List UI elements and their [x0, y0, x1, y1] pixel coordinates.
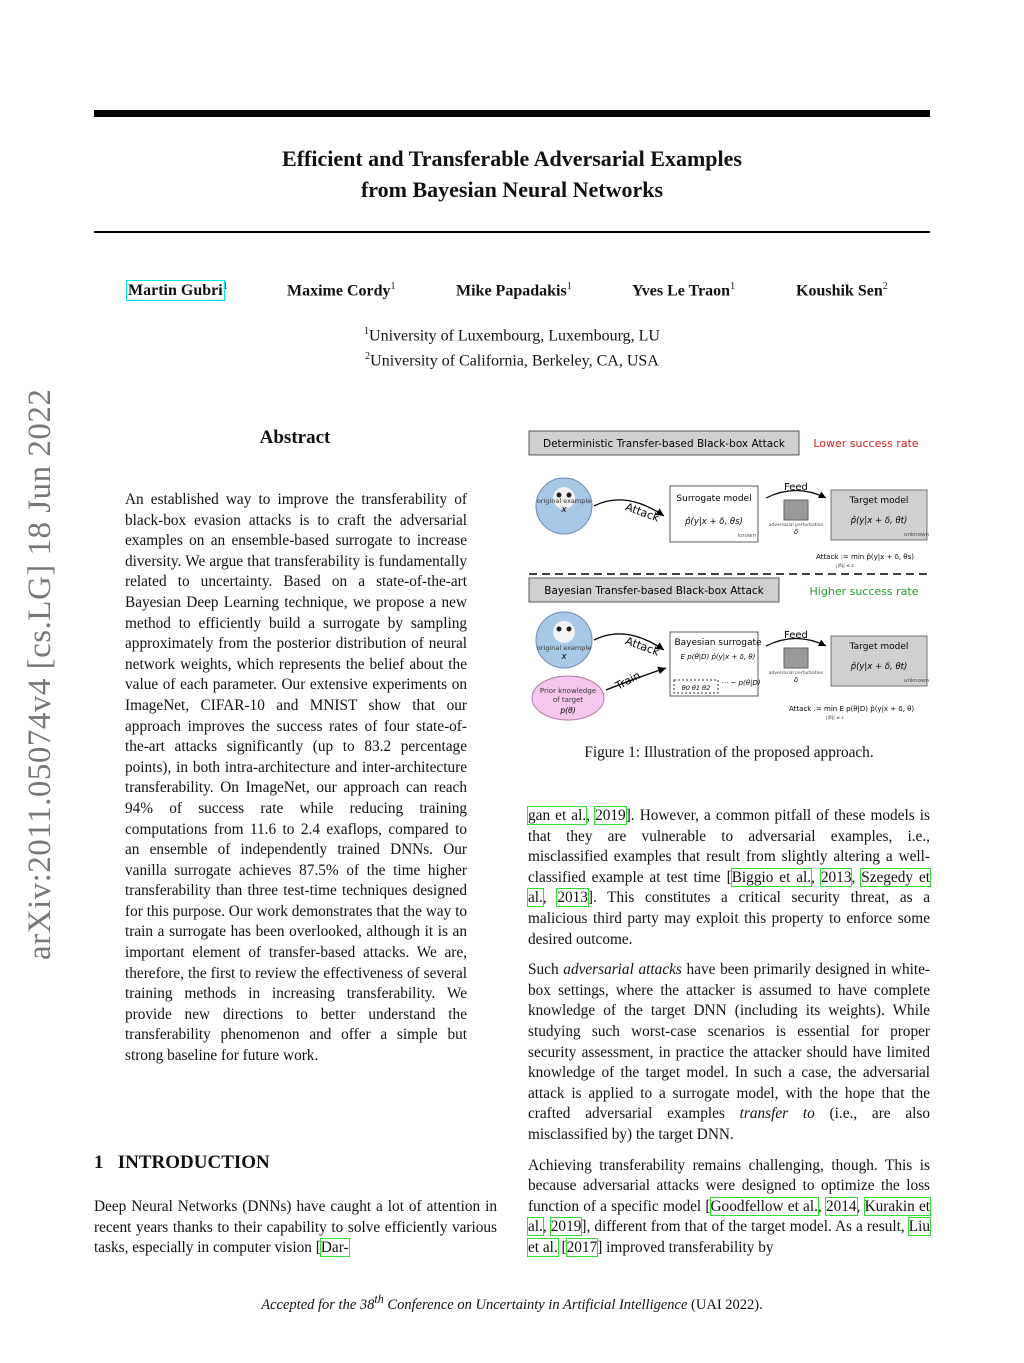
bayes-formula: E p(θ|D) p̂(y|x + δ, θ) — [680, 653, 756, 661]
x-label-bottom: x — [561, 652, 567, 662]
abstract-heading: Abstract — [259, 427, 331, 448]
title-line-2: from Bayesian Neural Networks — [360, 177, 664, 202]
section-heading-introduction: 1 INTRODUCTION — [94, 1152, 270, 1173]
figure-caption: Figure 1: Illustration of the proposed approach. — [584, 744, 874, 761]
text-span: , — [542, 1218, 551, 1236]
footer-post: Conference on Uncertainty in Artificial Intelligence — [383, 1296, 688, 1313]
perturbation-image-top — [784, 500, 808, 520]
text-span: (i.e., are also misclassified by) the target DNN. — [528, 1105, 930, 1143]
citation-link[interactable]: Goodfellow et al. — [710, 1197, 818, 1215]
author-3-aff: 1 — [566, 281, 572, 292]
x-label-top: x — [561, 505, 567, 515]
surrogate-formula: p̂(y|x + δ, θs) — [685, 517, 743, 527]
author-2-aff: 1 — [390, 281, 396, 292]
attack-label-bottom: Attack — [623, 634, 662, 659]
citation-link[interactable]: Biggio et al. — [731, 868, 812, 886]
citation-link[interactable]: Kurakin et al. — [528, 1197, 930, 1236]
text-span: , — [817, 1197, 826, 1215]
citation-link[interactable]: Liu et al. — [528, 1218, 931, 1256]
top-label: Deterministic Transfer-based Black-box Attack — [543, 438, 785, 450]
text-span: have been primarily designed in white-box settings, where the attacker is assumed to have complete knowledge of the target DNN (including its weights). While studying such worst-case scenarios is essential for proper security assessment, in practice the attacker should have limited knowledge of the target model. In such a case, the adversarial attack is applied to a surrogate model, with the hope that the crafted adversarial examples — [528, 961, 931, 1123]
original-example-label-bottom: original example — [536, 644, 592, 652]
samples-label: θ0 θ1 θ2 — [681, 684, 711, 692]
citation-link[interactable]: Szegedy et al. — [528, 868, 930, 907]
paper-title — [94, 143, 930, 205]
delta-label-bottom: δ — [793, 676, 799, 684]
target-formula-top: p̂(y|x + δ, θt) — [850, 516, 908, 526]
figure-1 — [526, 428, 934, 728]
lower-rate-label: Lower success rate — [813, 437, 919, 450]
original-example-label-top: original example — [536, 497, 592, 505]
top-rule — [94, 110, 930, 117]
citation-link[interactable]: 2017 — [566, 1238, 598, 1256]
right-column — [528, 806, 930, 1258]
author-3 — [456, 281, 572, 300]
author-1[interactable] — [128, 281, 228, 300]
text-span: ]. This constitutes a critical security threat, as a malicious third party may exploit this property to enforce some desired outcome. — [528, 889, 930, 948]
bayes-surrogate-label: Bayesian surrogate — [674, 638, 762, 648]
known-label: known — [738, 533, 757, 539]
author-5-name: Koushik Sen — [796, 282, 883, 300]
surrogate-model-label: Surrogate model — [676, 494, 752, 504]
feed-label-top: Feed — [784, 482, 808, 493]
author-2 — [287, 281, 396, 300]
attack-label-top: Attack — [623, 500, 662, 525]
prior-line1: Prior knowledge — [539, 687, 597, 695]
text-span: , — [856, 1197, 865, 1215]
text-span: ], different from that of the target model. As a result, — [581, 1218, 909, 1236]
author-1-aff: 1 — [222, 281, 228, 292]
citation-link[interactable]: 2019 — [595, 807, 626, 824]
affiliation-2-num: 2 — [365, 351, 371, 363]
prior-line2: of target — [552, 696, 584, 704]
affiliation-2-text: University of California, Berkeley, CA, USA — [370, 352, 659, 370]
arxiv-stamp: arXiv:2011.05074v4 [cs.LG] 18 Jun 2022 — [22, 388, 58, 960]
bottom-label: Bayesian Transfer-based Black-box Attack — [544, 585, 764, 597]
affiliation-1-num: 1 — [364, 326, 370, 337]
affiliations — [94, 321, 930, 372]
target-formula-bottom: p̂(y|x + δ, θt) — [850, 662, 908, 672]
author-5-aff: 2 — [882, 281, 888, 292]
target-model-label-top: Target model — [849, 496, 909, 506]
delta-label-top: δ — [793, 528, 799, 536]
right-paragraph-1 — [528, 806, 930, 950]
posterior-label: ··· ~ p(θ|D) — [721, 679, 761, 687]
unknown-label-top: unknown — [904, 532, 929, 538]
intro-text: Deep Neural Networks (DNNs) have caught a lot of attention in recent years thanks to their capability to solve efficiently various tasks, especially in computer vision [ — [94, 1198, 497, 1257]
text-span: , — [811, 868, 821, 886]
footer-note — [94, 1292, 930, 1314]
affiliation-2 — [94, 346, 930, 371]
affiliation-1-text: University of Luxembourg, Luxembourg, LU — [369, 327, 660, 345]
author-2-name: Maxime Cordy — [287, 282, 391, 300]
text-span: ]. However, a common pitfall of these models is that they are vulnerable to adversarial examples, i.e., misclassified examples that result from slightly altering a well-classified example at test time [ — [528, 807, 930, 886]
footer-tail: (UAI 2022). — [691, 1296, 763, 1313]
text-span: Such — [528, 961, 564, 979]
affiliation-1 — [94, 321, 930, 346]
higher-rate-label: Higher success rate — [809, 585, 919, 598]
target-model-label-bottom: Target model — [849, 642, 909, 652]
author-4-aff: 1 — [730, 281, 736, 292]
title-rule — [94, 231, 930, 233]
citation-link[interactable]: 2014 — [825, 1197, 857, 1215]
citation-link[interactable]: gan et al. — [528, 807, 587, 824]
text-span: Achieving transferability remains challenging, though. This is because adversarial attacks were designed to optimize the loss function of a specific model [ — [528, 1156, 930, 1215]
adv-pert-label-top: adversarial perturbation — [768, 523, 824, 528]
title-line-1: Efficient and Transferable Adversarial Examples — [282, 146, 742, 171]
unknown-label-bottom: unknown — [904, 678, 929, 684]
text-span: , — [586, 807, 596, 824]
text-span: , — [851, 868, 862, 886]
attack-equation-bottom: Attack := min E p(θ|D) p̂(y|x + δ, θ) — [789, 705, 915, 713]
panda-icon — [553, 621, 575, 643]
emphasis: transfer to — [739, 1105, 815, 1123]
text-span: ] improved transferability by — [597, 1238, 774, 1256]
author-5 — [796, 281, 888, 300]
author-4-name: Yves Le Traon — [632, 282, 731, 300]
right-paragraph-2 — [528, 960, 930, 1145]
emphasis: adversarial attacks — [563, 961, 682, 979]
citation-link[interactable]: Dar- — [320, 1239, 349, 1257]
right-paragraph-3 — [528, 1156, 930, 1259]
intro-paragraph — [94, 1197, 497, 1259]
text-span: [ — [557, 1238, 567, 1256]
author-3-name: Mike Papadakis — [456, 282, 567, 300]
feed-label-bottom: Feed — [784, 630, 808, 641]
footer-sup: th — [374, 1292, 384, 1306]
citation-link[interactable]: 2013 — [557, 889, 588, 907]
adv-pert-label-bottom: adversarial perturbation — [768, 671, 824, 676]
text-span: , — [542, 889, 558, 907]
constraint-top: ||δ|| ≤ ε — [836, 564, 854, 569]
perturbation-image-bottom — [784, 648, 808, 668]
citation-link[interactable]: 2019 — [550, 1218, 582, 1236]
author-1-name[interactable]: Martin Gubri — [128, 282, 223, 300]
train-label: Train — [613, 668, 643, 693]
citation-link[interactable]: 2013 — [820, 868, 852, 886]
constraint-bottom: ||δ|| ≤ ε — [826, 716, 844, 721]
attack-equation-top: Attack := min p̂(y|x + δ, θs) — [816, 553, 914, 561]
abstract-body: An established way to improve the transferability of black-box evasion attacks is to craft the adversarial examples on an ensemble-based surrogate to increase diversity. We argue that transferability is fundamentally related to uncertainty. Based on a state-of-the-art Bayesian Deep Learning technique, we propose a new method to efficiently build a surrogate by sampling approximately from the posterior distribution of neural network weights, which represents the belief about the value of each parameter. Our extensive experiments on ImageNet, CIFAR-10 and MNIST show that our approach improves the success rates of four state-of-the-art attacks significantly (up to 83.2 percentage points), in both intra-architecture and inter-architecture transferability. On ImageNet, our approach can reach 94% of success rate while reducing training computations from 11.6 to 2.4 exaflops, compared to an ensemble of independently trained DNNs. Our vanilla surrogate achieves 87.5% of the time higher transferability than three test-time techniques designed for this purpose. Our work demonstrates that the way to train a surrogate has been overlooked, although it is an important element of transfer-based attacks. We are, therefore, the first to review the effectiveness of several training methods in increasing transferability. We provide new directions to better understand the transferability phenomenon and offer a simple but strong baseline for future work. — [125, 491, 467, 1065]
prior-line3: p(θ) — [560, 706, 576, 715]
author-4 — [632, 281, 735, 300]
footer-pre: Accepted for the 38 — [261, 1296, 375, 1313]
